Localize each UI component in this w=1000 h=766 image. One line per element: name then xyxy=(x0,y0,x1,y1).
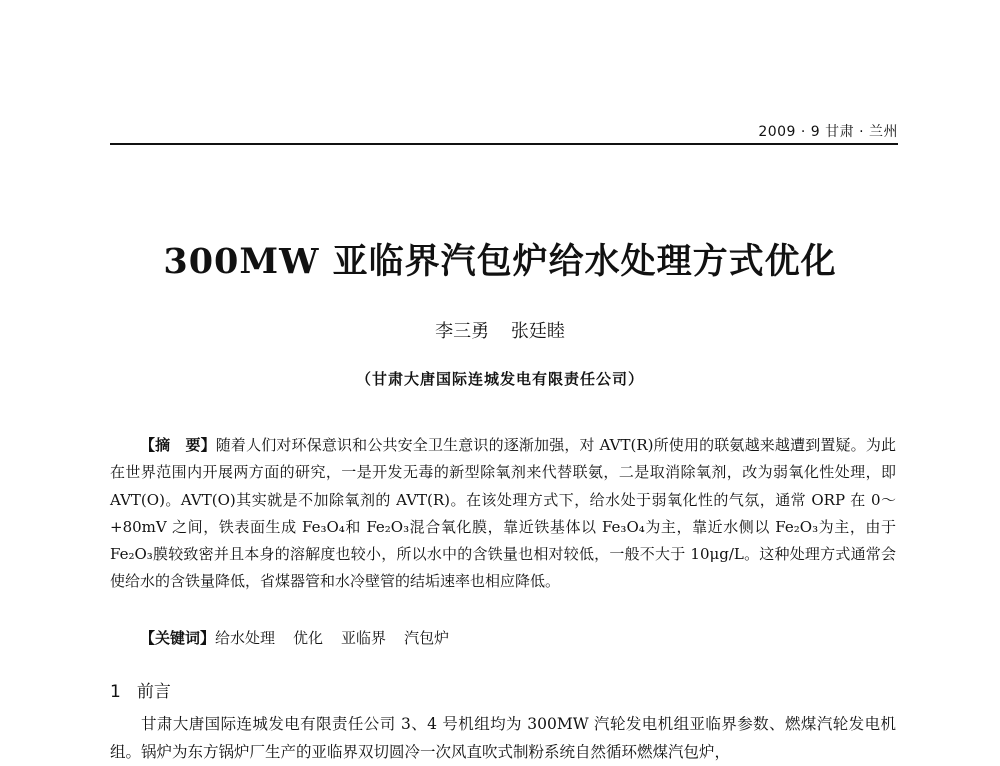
authors: 李三勇 张廷睦 xyxy=(435,321,565,342)
section-number: 1 xyxy=(110,682,121,702)
paper-title: 300MW 亚临界汽包炉给水处理方式优化 xyxy=(163,241,837,282)
section-heading xyxy=(110,677,171,702)
abstract xyxy=(110,432,896,596)
affiliation: （甘肃大唐国际连城发电有限责任公司） xyxy=(355,370,644,388)
keyword: 亚临界 xyxy=(341,629,387,647)
header-date-place: 2009 · 9 甘肃 · 兰州 xyxy=(758,124,898,140)
keyword: 给水处理 xyxy=(215,629,276,647)
keyword: 优化 xyxy=(293,629,324,647)
body-paragraph: 甘肃大唐国际连城发电有限责任公司 3、4 号机组均为 300MW 汽轮发电机组亚临界参数、燃煤汽轮发电机组。锅炉为东方锅炉厂生产的亚临界双切圆冷一次风直吹式制粉系统自然循环燃煤汽包炉， xyxy=(110,715,896,761)
keyword: 汽包炉 xyxy=(404,629,450,647)
section-title: 前言 xyxy=(136,682,171,702)
abstract-text: 随着人们对环保意识和公共安全卫生意识的逐渐加强，对 AVT(R)所使用的联氨越来越遭到置疑。为此在世界范围内开展两方面的研究，一是开发无毒的新型除氧剂来代替联氨，二是取消除氧剂，改为弱氧化性处理，即 AVT(O)。AVT(O)其实就是不加除氧剂的 AVT(R)。在该处理方式下，给水处于弱氧化性的气氛，通常 ORP 在 0～+80mV 之间，铁表面生成 Fe₃O₄和 Fe₂O₃混合氧化膜，靠近铁基体以 Fe₃O₄为主，靠近水侧以 Fe₂O₃为主，由于 Fe₂O₃膜较致密并且本身的溶解度也较小，所以水中的含铁量也相对较低，一般不大于 10μg/L。这种处理方式通常会使给水的含铁量降低，省煤器管和水冷壁管的结垢速率也相应降低。 xyxy=(110,436,896,591)
header-rule xyxy=(110,143,898,145)
keywords-label: 【关键词】 xyxy=(140,629,216,647)
keywords xyxy=(110,625,896,652)
abstract-label: 【摘 要】 xyxy=(140,436,216,454)
